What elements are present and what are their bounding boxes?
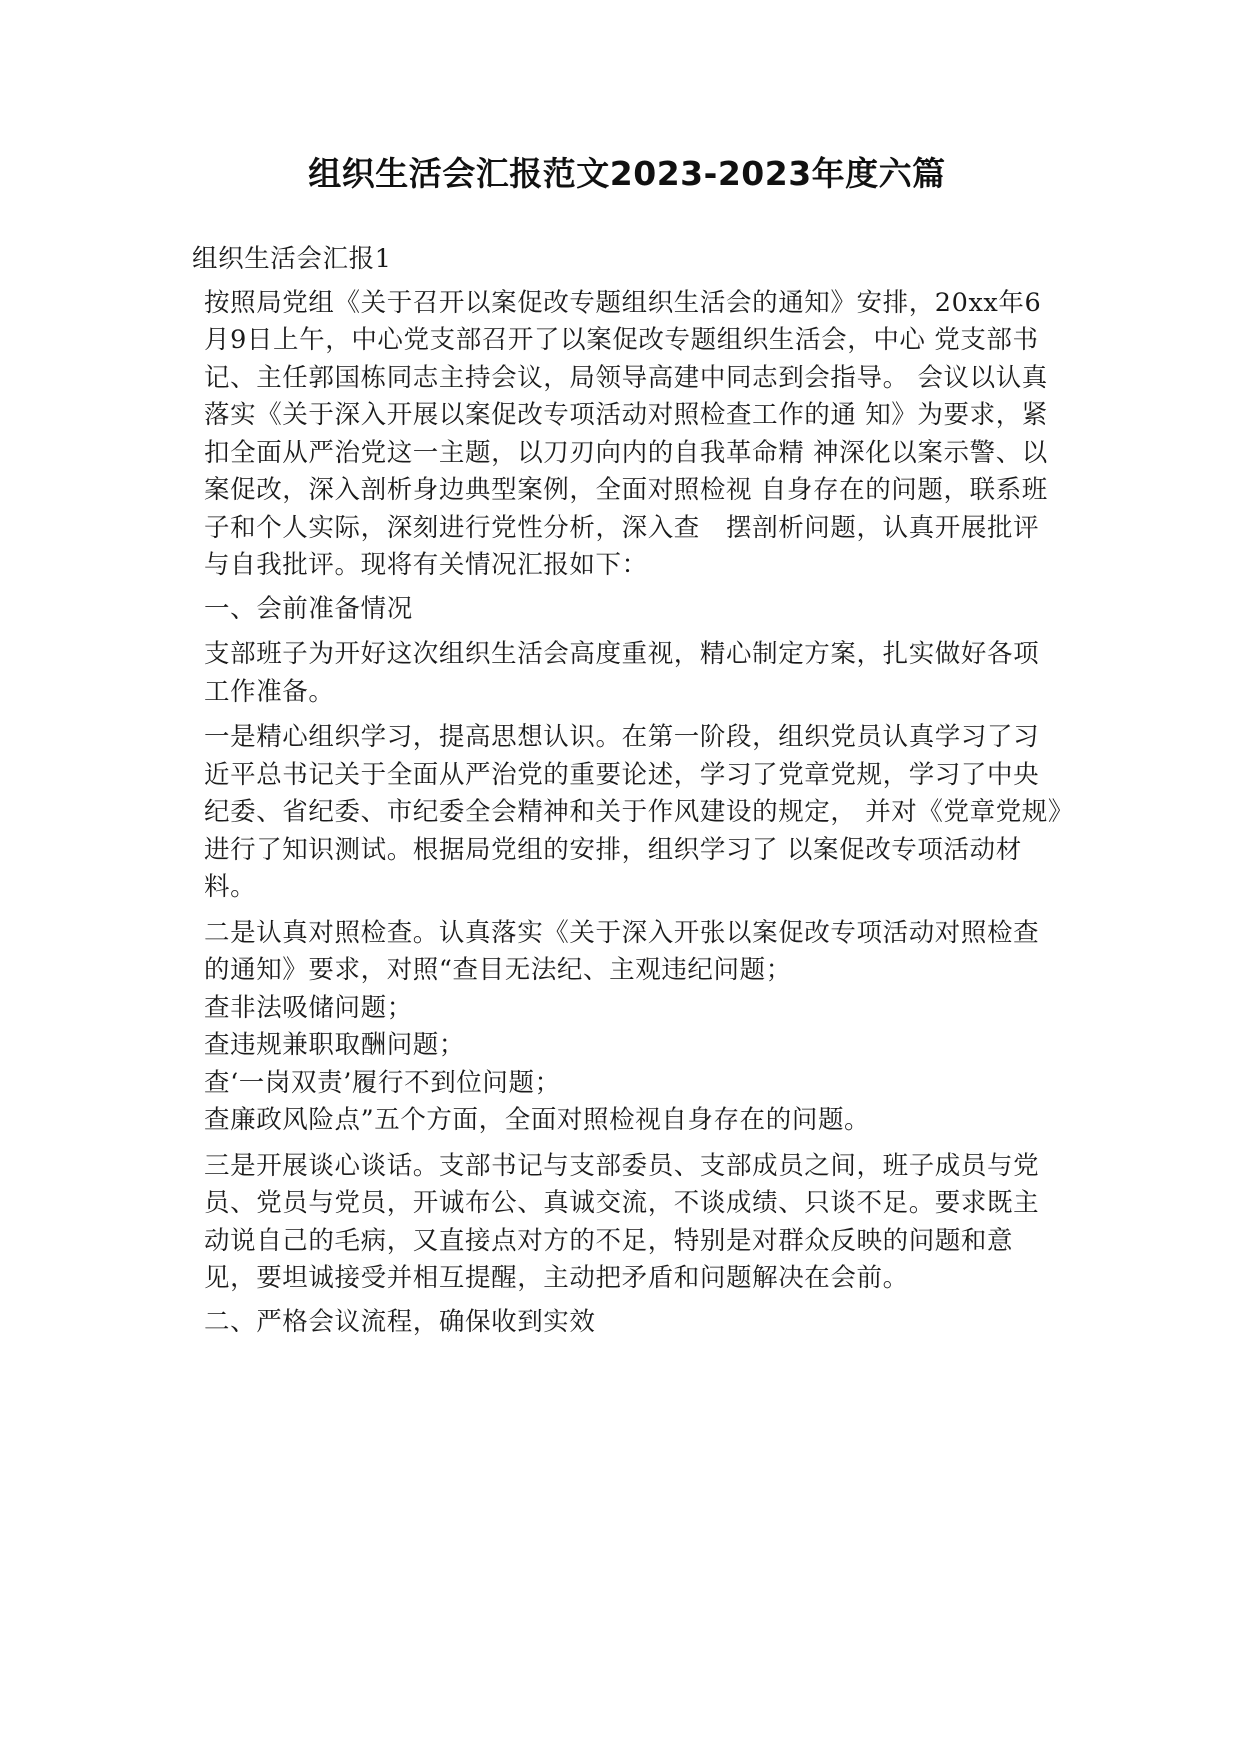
list-item-check-2: 查违规兼职取酬问题；: [204, 1030, 466, 1060]
paragraph-intro: 按照局党组《关于召开以案促改专题组织生活会的通知》安排，20xx年6月9日上午，中心党支部召开了以案促改专题组织生活会，中心 党支部书记、主任郭国栋同志主持会议，局领导高建中同志到会指导。 会议以认真落实《关于深入开展以案促改专项活动对照检查工作的通 知》为要求，紧扣全面从严治党这一主题，以刀刃向内的自我革命精 神深化以案示警、以案促改，深入剖析身边典型案例，全面对照检视 自身存在的问题，联系班子和个人实际，深刻进行党性分析，深入查 摆剖析问题，认真开展批评与自我批评。现将有关情况汇报如下：: [204, 287, 1048, 580]
list-item-check-3: 查‘一岗双责’履行不到位问题；: [204, 1067, 561, 1098]
list-item-check-1: 查非法吸储问题；: [204, 992, 413, 1023]
document-title: 组织生活会汇报范文2023-2023年度六篇: [308, 154, 946, 193]
paragraph-talks: 三是开展谈心谈话。支部书记与支部委员、支部成员之间，班子成员与党员、党员与党员，开诚布公、真诚交流，不谈成绩、只谈不足。要求既主动说自己的毛病，又直接点对方的不足，特别是对群众反映的问题和意见，要坦诚接受并相互提醒，主动把矛盾和问题解决在会前。: [204, 1150, 1040, 1293]
list-item-check-4: 查廉政风险点”五个方面，全面对照检视自身存在的问题。: [204, 1105, 871, 1135]
paragraph-study: 一是精心组织学习，提高思想认识。在第一阶段，组织党员认真学习了习近平总书记关于全面从严治党的重要论述，学习了党章党规，学习了中央纪委、省纪委、市纪委全会精神和关于作风建设的规定， 并对《党章党规》进行了知识测试。根据局党组的安排，组织学习了 以案促改专项活动材料。: [204, 722, 1062, 902]
section-heading: 组织生活会汇报1: [192, 244, 392, 274]
paragraph-check: 二是认真对照检查。认真落实《关于深入开张以案促改专项活动对照检查的通知》要求，对照“查目无法纪、主观违纪问题；: [204, 917, 1040, 985]
heading-preparation: 一、会前准备情况: [204, 593, 413, 624]
paragraph-preparation: 支部班子为开好这次组织生活会高度重视，精心制定方案，扎实做好各项工作准备。: [204, 639, 1040, 707]
heading-meeting-process: 二、严格会议流程，确保收到实效: [204, 1306, 596, 1337]
document-body: [192, 241, 1062, 1341]
document-page: [192, 0, 1062, 1754]
